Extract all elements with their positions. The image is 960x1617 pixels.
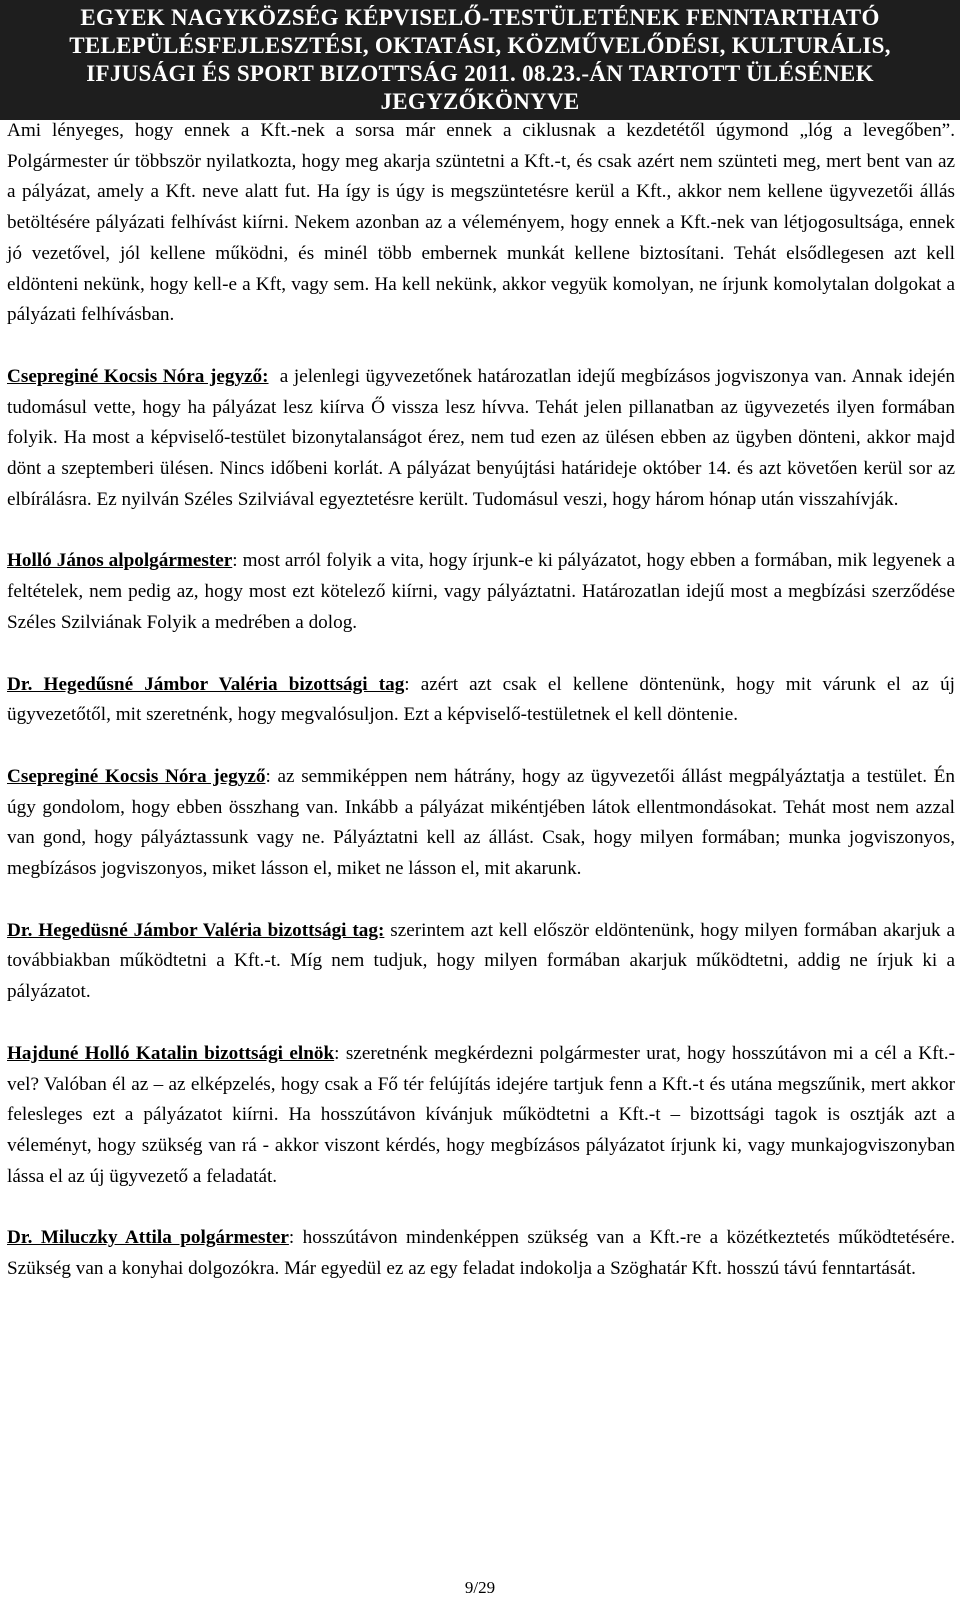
paragraph-intro: [7, 116, 955, 331]
paragraph-text: szeretnénk megkérdezni polgármester urat, hogy hosszútávon mi a cél a Kft.-vel? Valóban él az – az elképzelés, hogy csak a Fő tér felújítás idejére tartjuk fenn a Kft.-t és utána megszűnik, mert akkor felesleges ezt a pályázatot kiírni. Ha hosszútávon kívánjuk működtetni a Kft.-t – bizottsági tagok is osztják azt a véleményt, hogy szükség van rá - akkor viszont kérdés, hogy megbízásos pályázatot írjunk ki, vagy munkajogviszonyban lássa el az új ügyvezető a feladatát.: [7, 1042, 955, 1187]
speaker-separator: :: [265, 765, 278, 787]
paragraph-text: Ami lényeges, hogy ennek a Kft.-nek a sorsa már ennek a ciklusnak a kezdetétől úgymond „lóg a levegőben”. Polgármester úr többször nyilatkozta, hogy meg akarja szüntetni a Kft.-t, és csak azért nem szünteti meg, mert bent van az a pályázat, amely a Kft. neve alatt fut. Ha így is úgy is megszüntetésre kerül a Kft., akkor nem kellene ügyvezetői állás betöltésére pályázati felhívást kiírni. Nekem azonban az a véleményem, hogy ennek a Kft.-nek van létjogosultsága, ennek jó vezetővel, jól kellene működni, és minél több embernek munkát kellene biztosítani. Tehát elsődlegesen azt kell eldönteni nekünk, hogy kell-e a Kft, vagy sem. Ha kell nekünk, akkor vegyük komolyan, ne írjunk komolytalan dolgokat a pályázati felhívásban.: [7, 120, 955, 326]
paragraph-statement: [7, 1039, 955, 1193]
paragraph-text: hosszútávon mindenképpen szükség van a Kft.-re a közétkeztetés működtetésére. Szükség van a konyhai dolgozókra. Már egyedül ez az egy feladat indokolja a Szöghatár Kft. hosszú távú fenntartását.: [7, 1227, 955, 1280]
speaker-name: Dr. Hegedűsné Jámbor Valéria bizottsági tag: [7, 673, 405, 695]
paragraph-text: szerintem azt kell először eldöntenünk, hogy milyen formában akarjuk a továbbiakban működtetni a Kft.-t. Míg nem tudjuk, hogy milyen formában akarjuk működtetni, addig ne írjuk ki a pályázatot.: [7, 919, 956, 1003]
speaker-name: Csepreginé Kocsis Nóra jegyző: [7, 765, 266, 787]
paragraph-text: azért azt csak el kellene döntenünk, hogy mit várunk el az új ügyvezetőtől, mit szeretnénk, hogy megvalósuljon. Ezt a képviselő-testületnek el kell döntenie.: [7, 673, 955, 726]
speaker-separator: :: [232, 550, 243, 572]
paragraph-text: az semmiképpen nem hátrány, hogy az ügyvezetői állást megpályáztatja a testület. Én úgy gondolom, hogy ebben összhang van. Inkább a pályázat mikéntjében látok ellentmondásokat. Tehát most nem azzal van gond, hogy pályáztassunk vagy ne. Pályáztatni kell az állást. Csak, hogy milyen formában; munka jogviszonyos, megbízásos jogviszonyos, miket lásson el, miket ne lásson el, mit akarunk.: [7, 765, 955, 880]
paragraph-statement: [7, 670, 955, 731]
header-line-1: EGYEK NAGYKÖZSÉG KÉPVISELŐ-TESTÜLETÉNEK FENNTARTHATÓ: [80, 5, 880, 30]
paragraph-statement: [7, 762, 955, 885]
speaker-separator: :: [288, 1227, 303, 1249]
speaker-name: Csepreginé Kocsis Nóra jegyző:: [7, 365, 269, 387]
document-header: [0, 0, 960, 120]
paragraph-statement: [7, 1223, 955, 1284]
paragraph-statement: [7, 546, 955, 638]
header-line-3: IFJUSÁGI ÉS SPORT BIZOTTSÁG 2011. 08.23.-ÁN TARTOTT ÜLÉSÉNEK: [86, 61, 874, 86]
speaker-separator: [269, 366, 280, 387]
speaker-name: Hajduné Holló Katalin bizottsági elnök: [7, 1042, 335, 1064]
speaker-name: Holló János alpolgármester: [7, 550, 233, 572]
page-number: 9/29: [464, 1578, 496, 1597]
speaker-separator: :: [334, 1042, 346, 1064]
header-line-2: TELEPÜLÉSFEJLESZTÉSI, OKTATÁSI, KÖZMŰVELŐDÉSI, KULTURÁLIS,: [69, 33, 891, 58]
document-body: [7, 116, 955, 1316]
speaker-name: Dr. Miluczky Attila polgármester: [7, 1227, 289, 1249]
speaker-name: Dr. Hegedüsné Jámbor Valéria bizottsági tag:: [7, 919, 385, 941]
paragraph-statement: [7, 916, 955, 1008]
speaker-separator: :: [404, 673, 421, 695]
paragraph-text: most arról folyik a vita, hogy írjunk-e ki pályázatot, hogy ebben a formában, mik legyenek a feltételek, nem pedig az, hogy most ezt kötelező kiírni, vagy pályáztatni. Határozatlan idejű most a megbízási szerződése Széles Szilviának Folyik a medrében a dolog.: [7, 550, 955, 633]
paragraph-statement: [7, 362, 955, 516]
paragraph-text: a jelenlegi ügyvezetőnek határozatlan idejű megbízásos jogviszonya van. Annak idején tudomásul vette, hogy ha pályázat lesz kiírva Ő vissza lesz hívva. Tehát jelen pillanatban az ügyvezetés ilyen formában folyik. Ha most a képviselő-testület bizonytalanságot érez, nem tud ezen az ülésen ebben az ügyben dönteni, akkor majd dönt a szeptemberi ülésen. Nincs időbeni korlát. A pályázat benyújtási határideje október 14. és azt követően kerül sor az elbírálásra. Ez nyilván Széles Szilviával egyeztetésre került. Tudomásul veszi, hogy három hónap után visszahívják.: [7, 365, 956, 510]
header-line-4: JEGYZŐKÖNYVE: [380, 89, 580, 114]
